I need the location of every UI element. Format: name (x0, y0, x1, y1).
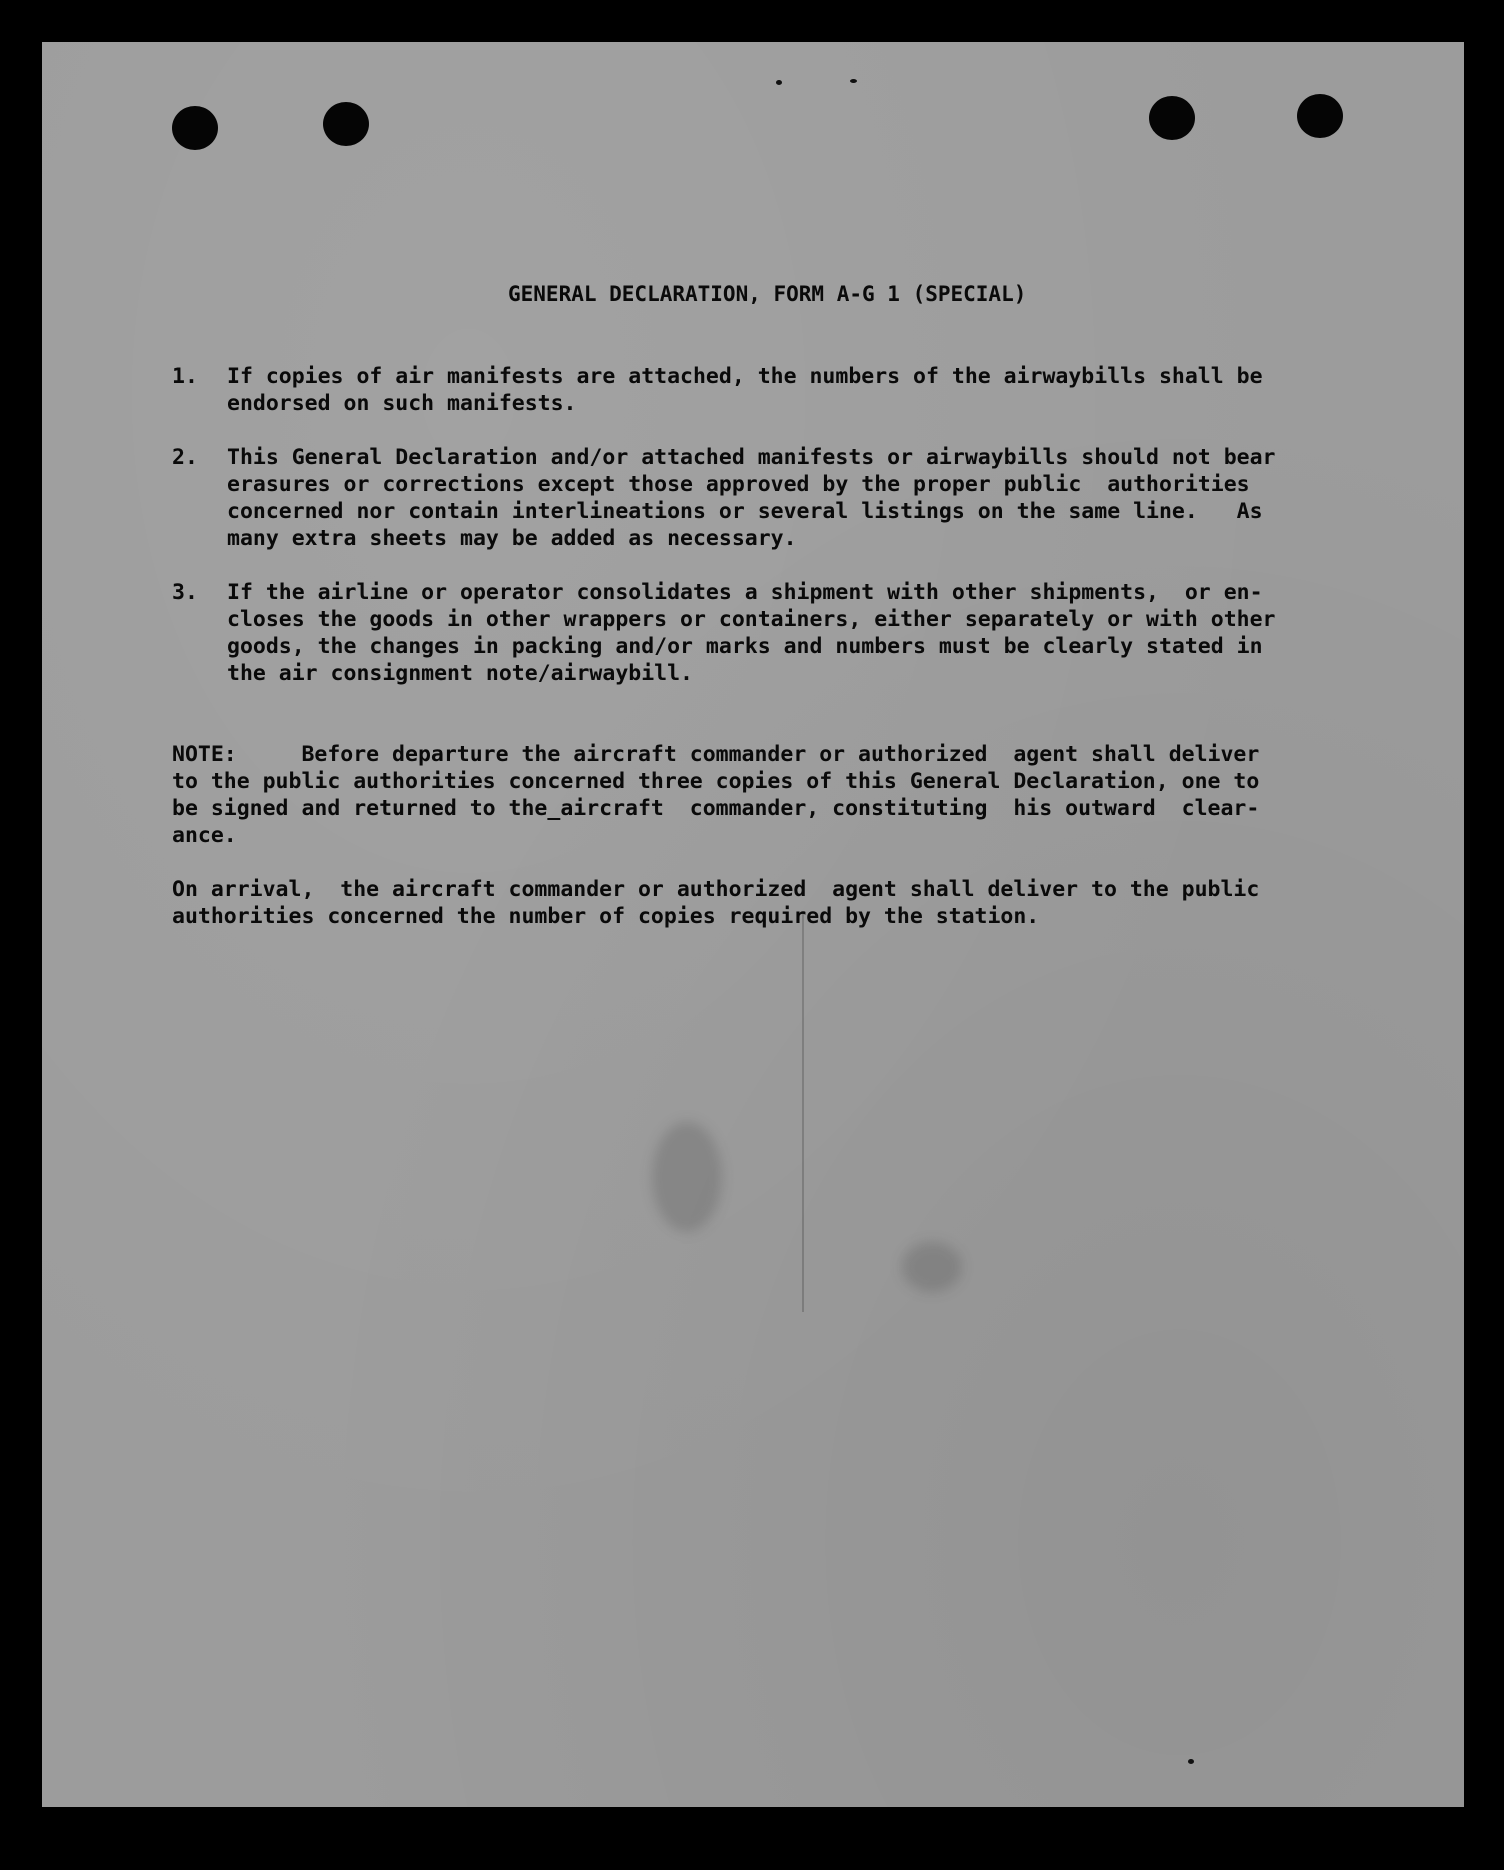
punch-hole (172, 106, 218, 150)
item-line: If the airline or operator consolidates a shipment with other shipments, or en- (227, 580, 1263, 605)
speck (850, 79, 857, 83)
item-line: endorsed on such manifests. (227, 391, 577, 416)
punch-hole (323, 102, 369, 146)
item-line: This General Declaration and/or attached manifests or airwaybills should not bear (227, 445, 1276, 470)
speck (776, 80, 782, 85)
item-line: If copies of air manifests are attached, the numbers of the airwaybills shall be (227, 364, 1263, 389)
smudge (902, 1242, 962, 1292)
punch-hole (1297, 94, 1343, 138)
note-line: to the public authorities concerned three copies of this General Declaration, one to (172, 769, 1260, 794)
item-line: erasures or corrections except those approved by the proper public authorities (227, 472, 1250, 497)
smudge (652, 1122, 722, 1232)
note-line: NOTE: Before departure the aircraft commander or authorized agent shall deliver (172, 742, 1260, 767)
arrival-line: authorities concerned the number of copies required by the station. (172, 904, 1040, 929)
item-line: many extra sheets may be added as necessary. (227, 526, 797, 551)
note-line: be signed and returned to the_aircraft commander, constituting his outward clear- (172, 796, 1260, 821)
item-number: 1. (172, 364, 198, 389)
item-line: closes the goods in other wrappers or containers, either separately or with other (227, 607, 1276, 632)
arrival-line: On arrival, the aircraft commander or authorized agent shall deliver to the public (172, 877, 1260, 902)
fold-line (802, 912, 804, 1312)
item-line: the air consignment note/airwaybill. (227, 661, 693, 686)
document-title: GENERAL DECLARATION, FORM A-G 1 (SPECIAL) (508, 282, 1027, 306)
item-number: 2. (172, 445, 198, 470)
item-number: 3. (172, 580, 198, 605)
punch-hole (1149, 96, 1195, 140)
speck (1188, 1759, 1194, 1764)
item-line: concerned nor contain interlineations or several listings on the same line. As (227, 499, 1263, 524)
document-page (42, 42, 1464, 1807)
note-line: ance. (172, 823, 237, 848)
item-line: goods, the changes in packing and/or marks and numbers must be clearly stated in (227, 634, 1263, 659)
